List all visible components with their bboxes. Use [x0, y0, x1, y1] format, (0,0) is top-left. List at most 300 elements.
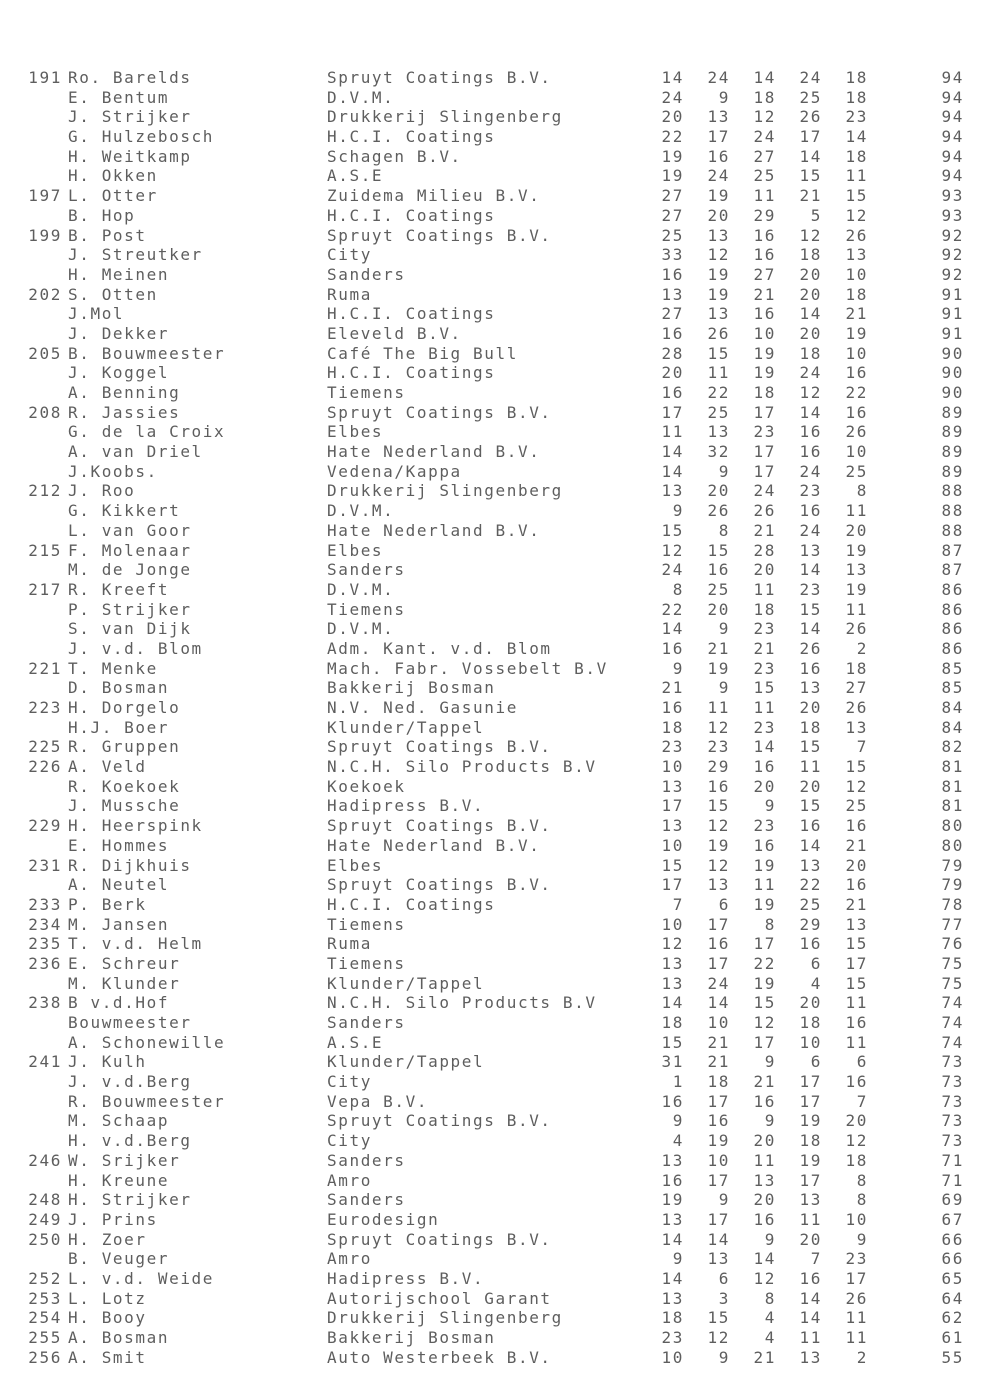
total-score: 66 — [941, 1249, 964, 1269]
round-score-2: 9 — [718, 461, 730, 481]
total-score: 85 — [941, 658, 964, 678]
participant-name: H. Booy — [68, 1308, 147, 1328]
total-score: 91 — [941, 323, 964, 343]
round-score-2: 9 — [718, 87, 730, 107]
club-name: Hate Nederland B.V. — [327, 442, 541, 462]
round-score-5: 21 — [845, 304, 868, 324]
table-row — [0, 1033, 1000, 1053]
total-score: 94 — [941, 68, 964, 87]
round-score-4: 14 — [799, 560, 822, 580]
participant-name: T. v.d. Helm — [68, 934, 203, 954]
table-row — [0, 1013, 1000, 1033]
total-score: 69 — [941, 1190, 964, 1210]
round-score-2: 14 — [707, 1229, 730, 1249]
round-score-3: 22 — [753, 953, 776, 973]
club-name: Eurodesign — [327, 1209, 440, 1229]
round-score-2: 15 — [707, 796, 730, 816]
round-score-1: 4 — [672, 1131, 684, 1151]
round-score-4: 18 — [799, 717, 822, 737]
table-row — [0, 442, 1000, 462]
round-score-1: 19 — [661, 166, 684, 186]
round-score-1: 17 — [661, 796, 684, 816]
round-score-4: 18 — [799, 1131, 822, 1151]
round-score-2: 9 — [718, 1190, 730, 1210]
club-name: Schagen B.V. — [327, 146, 462, 166]
club-name: Vedena/Kappa — [327, 461, 462, 481]
round-score-3: 20 — [753, 1190, 776, 1210]
round-score-4: 16 — [799, 501, 822, 521]
round-score-2: 10 — [707, 1150, 730, 1170]
round-score-2: 6 — [718, 1268, 730, 1288]
round-score-1: 13 — [661, 284, 684, 304]
round-score-2: 17 — [707, 953, 730, 973]
round-score-5: 11 — [845, 1328, 868, 1347]
round-score-5: 26 — [845, 225, 868, 245]
participant-name: R. Jassies — [68, 402, 181, 422]
round-score-1: 27 — [661, 304, 684, 324]
round-score-4: 13 — [799, 1190, 822, 1210]
participant-name: J. v.d. Blom — [68, 638, 203, 658]
round-score-4: 16 — [799, 442, 822, 462]
table-row — [0, 265, 1000, 285]
round-score-3: 16 — [753, 1091, 776, 1111]
club-name: H.C.I. Coatings — [327, 363, 496, 383]
round-score-2: 9 — [718, 1347, 730, 1367]
participant-name: A. van Driel — [68, 442, 203, 462]
total-score: 88 — [941, 501, 964, 521]
round-score-5: 18 — [845, 658, 868, 678]
participant-name: H. Heerspink — [68, 816, 203, 836]
round-score-3: 25 — [753, 166, 776, 186]
rank-cell: 205 — [28, 343, 62, 363]
round-score-3: 16 — [753, 304, 776, 324]
table-row — [0, 1269, 1000, 1289]
round-score-3: 16 — [753, 225, 776, 245]
participant-name: R. Dijkhuis — [68, 855, 192, 875]
participant-name: E. Schreur — [68, 953, 181, 973]
round-score-3: 19 — [753, 973, 776, 993]
table-row — [0, 954, 1000, 974]
round-score-5: 19 — [845, 540, 868, 560]
round-score-4: 14 — [799, 1288, 822, 1308]
round-score-3: 8 — [764, 1288, 776, 1308]
table-row — [0, 619, 1000, 639]
club-name: Klunder/Tappel — [327, 1052, 485, 1072]
round-score-4: 13 — [799, 678, 822, 698]
total-score: 89 — [941, 461, 964, 481]
total-score: 81 — [941, 796, 964, 816]
round-score-2: 26 — [707, 501, 730, 521]
round-score-2: 17 — [707, 127, 730, 147]
round-score-2: 22 — [707, 383, 730, 402]
round-score-5: 20 — [845, 1111, 868, 1131]
total-score: 90 — [941, 363, 964, 383]
round-score-2: 24 — [707, 973, 730, 993]
round-score-3: 21 — [753, 520, 776, 540]
round-score-2: 15 — [707, 343, 730, 363]
table-row — [0, 698, 1000, 718]
round-score-3: 16 — [753, 245, 776, 265]
total-score: 90 — [941, 383, 964, 402]
round-score-5: 16 — [845, 1013, 868, 1032]
round-score-5: 26 — [845, 1288, 868, 1308]
club-name: Spruyt Coatings B.V. — [327, 737, 552, 757]
round-score-2: 16 — [707, 934, 730, 954]
round-score-5: 25 — [845, 461, 868, 481]
table-row — [0, 1092, 1000, 1112]
round-score-2: 19 — [707, 284, 730, 304]
total-score: 94 — [941, 107, 964, 127]
rank-cell: 229 — [28, 816, 62, 836]
round-score-4: 20 — [799, 698, 822, 717]
rank-cell: 233 — [28, 894, 62, 914]
round-score-1: 1 — [672, 1072, 684, 1092]
participant-name: J. Roo — [68, 481, 136, 501]
table-row — [0, 1249, 1000, 1269]
table-row — [0, 915, 1000, 935]
club-name: Sanders — [327, 1150, 406, 1170]
club-name: N.V. Ned. Gasunie — [327, 698, 518, 717]
table-row — [0, 600, 1000, 620]
round-score-5: 13 — [845, 245, 868, 265]
round-score-3: 11 — [753, 579, 776, 599]
participant-name: P. Strijker — [68, 599, 192, 619]
round-score-4: 19 — [799, 1111, 822, 1131]
table-row — [0, 206, 1000, 226]
round-score-4: 5 — [810, 205, 822, 225]
club-name: City — [327, 1131, 372, 1151]
round-score-2: 11 — [707, 363, 730, 383]
participant-name: R. Gruppen — [68, 737, 181, 757]
round-score-3: 27 — [753, 264, 776, 284]
total-score: 80 — [941, 835, 964, 855]
table-row — [0, 580, 1000, 600]
participant-name: B. Hop — [68, 205, 136, 225]
total-score: 94 — [941, 166, 964, 186]
round-score-5: 23 — [845, 1249, 868, 1269]
round-score-5: 26 — [845, 422, 868, 442]
club-name: Sanders — [327, 264, 406, 284]
club-name: Sanders — [327, 560, 406, 580]
round-score-3: 23 — [753, 816, 776, 836]
total-score: 86 — [941, 579, 964, 599]
table-row — [0, 993, 1000, 1013]
round-score-3: 24 — [753, 127, 776, 147]
total-score: 88 — [941, 520, 964, 540]
round-score-3: 13 — [753, 1170, 776, 1190]
table-row — [0, 1111, 1000, 1131]
participant-name: B v.d.Hof — [68, 993, 170, 1013]
participant-name: R. Koekoek — [68, 776, 181, 796]
round-score-1: 9 — [672, 501, 684, 521]
round-score-4: 29 — [799, 914, 822, 934]
round-score-1: 13 — [661, 1209, 684, 1229]
round-score-5: 21 — [845, 894, 868, 914]
round-score-1: 14 — [661, 1229, 684, 1249]
round-score-4: 14 — [799, 619, 822, 639]
round-score-1: 13 — [661, 816, 684, 836]
club-name: H.C.I. Coatings — [327, 127, 496, 147]
table-row — [0, 1171, 1000, 1191]
rank-cell: 252 — [28, 1268, 62, 1288]
round-score-5: 11 — [845, 501, 868, 521]
club-name: Tiemens — [327, 953, 406, 973]
round-score-4: 24 — [799, 363, 822, 383]
round-score-1: 13 — [661, 953, 684, 973]
club-name: H.C.I. Coatings — [327, 205, 496, 225]
round-score-5: 15 — [845, 757, 868, 777]
round-score-5: 11 — [845, 1032, 868, 1052]
table-row — [0, 226, 1000, 246]
round-score-4: 4 — [810, 973, 822, 993]
table-row — [0, 324, 1000, 344]
total-score: 92 — [941, 264, 964, 284]
club-name: Spruyt Coatings B.V. — [327, 1111, 552, 1131]
round-score-1: 27 — [661, 186, 684, 206]
round-score-5: 8 — [856, 1170, 868, 1190]
table-row — [0, 541, 1000, 561]
round-score-5: 10 — [845, 343, 868, 363]
club-name: H.C.I. Coatings — [327, 894, 496, 914]
round-score-5: 10 — [845, 1209, 868, 1229]
round-score-4: 14 — [799, 835, 822, 855]
round-score-3: 16 — [753, 757, 776, 777]
round-score-4: 6 — [810, 1052, 822, 1072]
rank-cell: 249 — [28, 1209, 62, 1229]
round-score-3: 16 — [753, 835, 776, 855]
round-score-3: 9 — [764, 796, 776, 816]
round-score-3: 18 — [753, 87, 776, 107]
total-score: 66 — [941, 1229, 964, 1249]
round-score-4: 16 — [799, 816, 822, 836]
round-score-4: 16 — [799, 658, 822, 678]
club-name: Bakkerij Bosman — [327, 678, 496, 698]
club-name: D.V.M. — [327, 619, 395, 639]
club-name: Zuidema Milieu B.V. — [327, 186, 541, 206]
round-score-5: 16 — [845, 816, 868, 836]
club-name: D.V.M. — [327, 501, 395, 521]
participant-name: L. v.d. Weide — [68, 1268, 215, 1288]
round-score-4: 25 — [799, 87, 822, 107]
round-score-3: 23 — [753, 422, 776, 442]
table-row — [0, 481, 1000, 501]
table-row — [0, 88, 1000, 108]
round-score-4: 15 — [799, 737, 822, 757]
total-score: 61 — [941, 1328, 964, 1347]
club-name: Spruyt Coatings B.V. — [327, 68, 552, 87]
round-score-1: 19 — [661, 1190, 684, 1210]
total-score: 71 — [941, 1170, 964, 1190]
round-score-2: 16 — [707, 1111, 730, 1131]
table-row — [0, 501, 1000, 521]
participant-name: R. Kreeft — [68, 579, 170, 599]
round-score-2: 17 — [707, 1091, 730, 1111]
round-score-1: 9 — [672, 658, 684, 678]
round-score-1: 16 — [661, 1091, 684, 1111]
rank-cell: 199 — [28, 225, 62, 245]
round-score-2: 13 — [707, 304, 730, 324]
round-score-4: 13 — [799, 1347, 822, 1367]
participant-name: J. Prins — [68, 1209, 158, 1229]
club-name: Klunder/Tappel — [327, 973, 485, 993]
round-score-4: 20 — [799, 1229, 822, 1249]
round-score-3: 21 — [753, 1347, 776, 1367]
table-row — [0, 560, 1000, 580]
round-score-1: 14 — [661, 68, 684, 87]
round-score-1: 9 — [672, 1249, 684, 1269]
table-row — [0, 718, 1000, 738]
round-score-2: 13 — [707, 107, 730, 127]
round-score-4: 20 — [799, 323, 822, 343]
round-score-1: 17 — [661, 402, 684, 422]
table-row — [0, 934, 1000, 954]
round-score-4: 12 — [799, 383, 822, 402]
round-score-2: 15 — [707, 1308, 730, 1328]
club-name: Klunder/Tappel — [327, 717, 485, 737]
club-name: D.V.M. — [327, 579, 395, 599]
total-score: 84 — [941, 698, 964, 717]
round-score-1: 20 — [661, 107, 684, 127]
participant-name: J. Mussche — [68, 796, 181, 816]
round-score-1: 27 — [661, 205, 684, 225]
participant-name: S. Otten — [68, 284, 158, 304]
rank-cell: 223 — [28, 698, 62, 717]
round-score-2: 12 — [707, 816, 730, 836]
total-score: 89 — [941, 442, 964, 462]
round-score-3: 20 — [753, 1131, 776, 1151]
round-score-1: 11 — [661, 422, 684, 442]
round-score-3: 4 — [764, 1308, 776, 1328]
round-score-1: 18 — [661, 717, 684, 737]
rank-cell: 246 — [28, 1150, 62, 1170]
participant-name: M. Jansen — [68, 914, 170, 934]
table-row — [0, 521, 1000, 541]
round-score-3: 29 — [753, 205, 776, 225]
participant-name: H.J. Boer — [68, 717, 170, 737]
round-score-1: 21 — [661, 678, 684, 698]
round-score-1: 16 — [661, 264, 684, 284]
round-score-3: 20 — [753, 776, 776, 796]
round-score-4: 11 — [799, 757, 822, 777]
round-score-5: 15 — [845, 186, 868, 206]
participant-name: B. Bouwmeester — [68, 343, 226, 363]
rank-cell: 215 — [28, 540, 62, 560]
round-score-1: 22 — [661, 599, 684, 619]
round-score-2: 19 — [707, 264, 730, 284]
participant-name: M. Schaap — [68, 1111, 170, 1131]
total-score: 89 — [941, 422, 964, 442]
round-score-2: 32 — [707, 442, 730, 462]
round-score-1: 14 — [661, 619, 684, 639]
participant-name: G. Hulzebosch — [68, 127, 215, 147]
table-row — [0, 856, 1000, 876]
round-score-5: 18 — [845, 87, 868, 107]
round-score-3: 8 — [764, 914, 776, 934]
table-row — [0, 68, 1000, 88]
round-score-1: 24 — [661, 560, 684, 580]
round-score-5: 21 — [845, 835, 868, 855]
rank-cell: 221 — [28, 658, 62, 678]
round-score-4: 16 — [799, 422, 822, 442]
round-score-1: 28 — [661, 343, 684, 363]
round-score-4: 18 — [799, 1013, 822, 1032]
table-row — [0, 639, 1000, 659]
round-score-4: 6 — [810, 953, 822, 973]
participant-name: A. Bosman — [68, 1328, 170, 1347]
rank-cell: 208 — [28, 402, 62, 422]
round-score-1: 12 — [661, 934, 684, 954]
table-row — [0, 678, 1000, 698]
participant-name: D. Bosman — [68, 678, 170, 698]
total-score: 80 — [941, 816, 964, 836]
round-score-5: 12 — [845, 1131, 868, 1151]
round-score-5: 11 — [845, 1308, 868, 1328]
round-score-3: 21 — [753, 284, 776, 304]
total-score: 73 — [941, 1091, 964, 1111]
club-name: Spruyt Coatings B.V. — [327, 816, 552, 836]
round-score-1: 7 — [672, 894, 684, 914]
participant-name: J. v.d.Berg — [68, 1072, 192, 1092]
round-score-4: 25 — [799, 894, 822, 914]
participant-name: T. Menke — [68, 658, 158, 678]
total-score: 78 — [941, 894, 964, 914]
rank-cell: 253 — [28, 1288, 62, 1308]
club-name: Auto Westerbeek B.V. — [327, 1347, 552, 1367]
round-score-3: 19 — [753, 363, 776, 383]
club-name: City — [327, 245, 372, 265]
club-name: Hadipress B.V. — [327, 796, 485, 816]
participant-name: J.Mol — [68, 304, 125, 324]
total-score: 65 — [941, 1268, 964, 1288]
participant-name: J. Kulh — [68, 1052, 147, 1072]
round-score-2: 12 — [707, 1328, 730, 1347]
round-score-2: 9 — [718, 678, 730, 698]
round-score-4: 24 — [799, 520, 822, 540]
total-score: 55 — [941, 1347, 964, 1367]
round-score-5: 17 — [845, 1268, 868, 1288]
table-row — [0, 403, 1000, 423]
participant-name: H. v.d.Berg — [68, 1131, 192, 1151]
club-name: Elbes — [327, 855, 384, 875]
round-score-3: 28 — [753, 540, 776, 560]
round-score-3: 14 — [753, 737, 776, 757]
club-name: Spruyt Coatings B.V. — [327, 1229, 552, 1249]
round-score-2: 15 — [707, 540, 730, 560]
round-score-2: 21 — [707, 638, 730, 658]
round-score-2: 11 — [707, 698, 730, 717]
club-name: A.S.E — [327, 166, 384, 186]
round-score-3: 24 — [753, 481, 776, 501]
club-name: Amro — [327, 1249, 372, 1269]
total-score: 74 — [941, 993, 964, 1013]
round-score-3: 9 — [764, 1229, 776, 1249]
participant-name: A. Veld — [68, 757, 147, 777]
club-name: Hate Nederland B.V. — [327, 520, 541, 540]
total-score: 74 — [941, 1032, 964, 1052]
round-score-4: 10 — [799, 1032, 822, 1052]
round-score-5: 19 — [845, 579, 868, 599]
round-score-5: 10 — [845, 442, 868, 462]
round-score-4: 24 — [799, 461, 822, 481]
table-row — [0, 422, 1000, 442]
table-row — [0, 1052, 1000, 1072]
participant-name: S. van Dijk — [68, 619, 192, 639]
round-score-5: 19 — [845, 323, 868, 343]
club-name: Spruyt Coatings B.V. — [327, 402, 552, 422]
round-score-1: 10 — [661, 835, 684, 855]
round-score-3: 16 — [753, 1209, 776, 1229]
club-name: Mach. Fabr. Vossebelt B.V — [327, 658, 608, 678]
